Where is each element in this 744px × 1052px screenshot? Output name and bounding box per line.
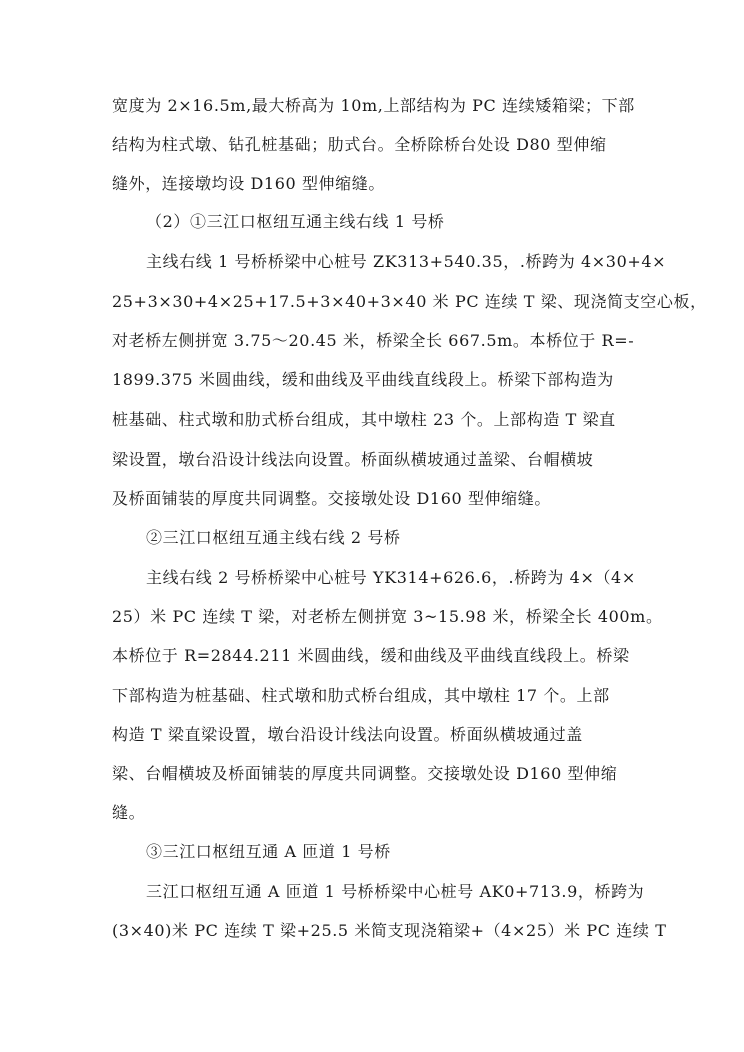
section-heading: （2）①三江口枢纽互通主线右线 1 号桥 (146, 212, 445, 231)
text-line: 主线右线 2 号桥桥梁中心桩号 YK314+626.6，.桥跨为 4×（4× (146, 568, 636, 587)
text-line: 对老桥左侧拼宽 3.75～20.45 米，桥梁全长 667.5m。本桥位于 R=- (112, 331, 635, 350)
text-line: 25+3×30+4×25+17.5+3×40+3×40 米 PC 连续 T 梁、现浇简支空心板， (112, 292, 707, 311)
text-line: 构造 T 梁直梁设置，墩台沿设计线法向设置。桥面纵横坡通过盖 (112, 725, 583, 744)
section-heading: ②三江口枢纽互通主线右线 2 号桥 (146, 528, 401, 547)
text-line: 缝。 (112, 803, 146, 822)
text-line: 结构为柱式墩、钻孔桩基础；肋式台。全桥除桥台处设 D80 型伸缩 (112, 135, 607, 154)
text-line: 下部构造为桩基础、柱式墩和肋式桥台组成，其中墩柱 17 个。上部 (112, 686, 610, 705)
text-line: 主线右线 1 号桥桥梁中心桩号 ZK313+540.35，.桥跨为 4×30+4× (146, 252, 667, 271)
text-line: 桩基础、柱式墩和肋式桥台组成，其中墩柱 23 个。上部构造 T 梁直 (112, 410, 616, 429)
text-line: 本桥位于 R=2844.211 米圆曲线，缓和曲线及平曲线直线段上。桥梁 (112, 646, 630, 665)
text-line: 梁设置，墩台沿设计线法向设置。桥面纵横坡通过盖梁、台帽横坡 (112, 450, 594, 469)
text-line: 25）米 PC 连续 T 梁，对老桥左侧拼宽 3~15.98 米，桥梁全长 400m。 (112, 607, 663, 626)
text-line: (3×40)米 PC 连续 T 梁+25.5 米简支现浇箱梁+（4×25）米 PC 连续 T (112, 921, 667, 940)
text-line: 梁、台帽横坡及桥面铺装的厚度共同调整。交接墩处设 D160 型伸缩 (112, 764, 618, 783)
section-heading: ③三江口枢纽互通 A 匝道 1 号桥 (146, 842, 391, 861)
text-line: 缝外，连接墩均设 D160 型伸缩缝。 (112, 174, 385, 193)
text-line: 及桥面铺装的厚度共同调整。交接墩处设 D160 型伸缩缝。 (112, 489, 551, 508)
text-line: 宽度为 2×16.5m,最大桥高为 10m,上部结构为 PC 连续矮箱梁；下部 (112, 96, 635, 115)
text-line: 1899.375 米圆曲线，缓和曲线及平曲线直线段上。桥梁下部构造为 (112, 370, 614, 389)
text-line: 三江口枢纽互通 A 匝道 1 号桥桥梁中心桩号 AK0+713.9，桥跨为 (146, 882, 645, 901)
